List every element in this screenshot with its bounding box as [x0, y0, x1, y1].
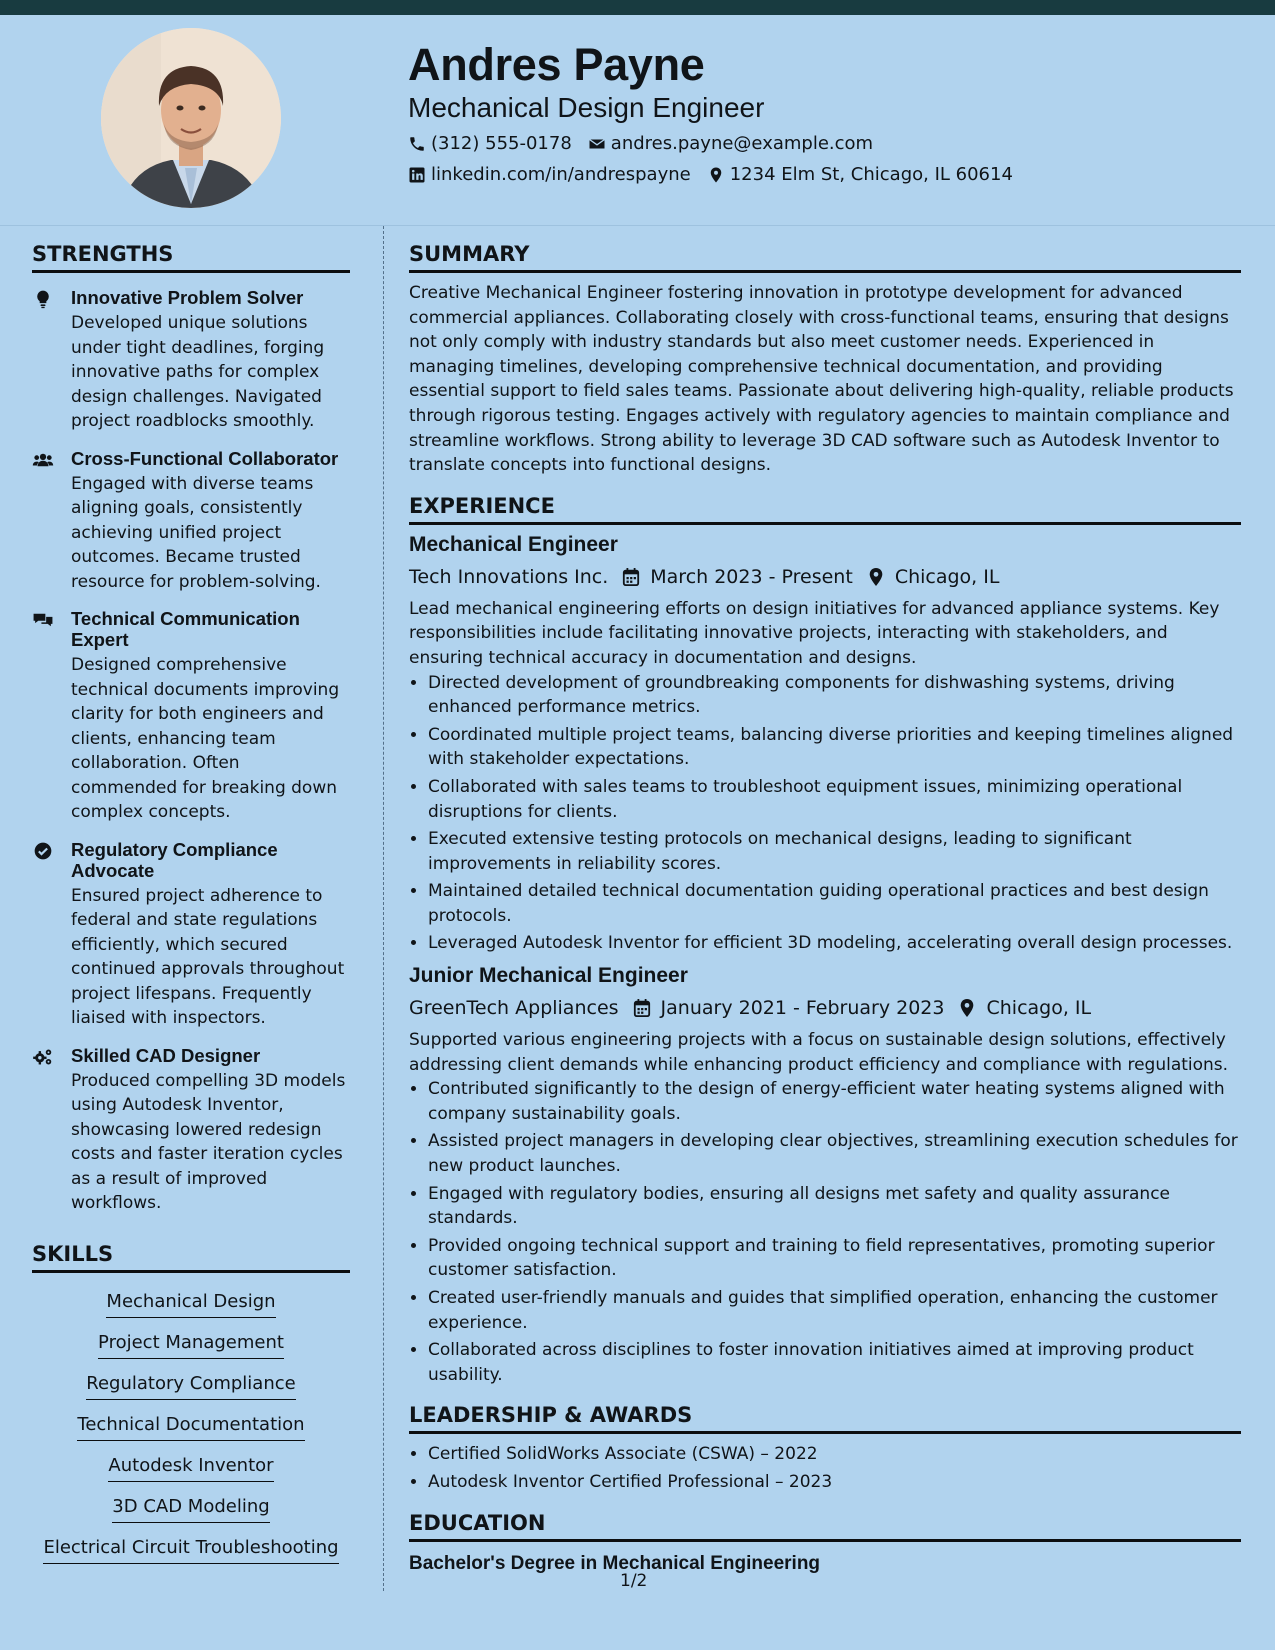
profile-photo	[101, 28, 281, 208]
map-marker-icon	[958, 998, 976, 1018]
awards-list	[409, 1442, 1241, 1494]
job-company: Tech Innovations Inc.	[409, 565, 609, 588]
bullet-item: • Provided ongoing technical support and training to field representatives, promoting superior customer satisfaction.	[428, 1234, 1241, 1283]
phone-text: (312) 555-0178	[431, 132, 572, 154]
strength-title: Technical Communication Expert	[71, 608, 300, 650]
left-column	[32, 240, 350, 1570]
envelope-icon	[588, 135, 606, 153]
calendar-icon	[622, 567, 640, 587]
header-divider	[0, 225, 1275, 226]
calendar-icon	[633, 998, 651, 1018]
strength-item	[32, 448, 350, 595]
strengths-heading: STRENGTHS	[32, 240, 350, 273]
skill-item: Project Management	[98, 1329, 284, 1359]
skill-item: Regulatory Compliance	[86, 1370, 295, 1400]
candidate-title: Mechanical Design Engineer	[408, 91, 765, 123]
check-circle-icon	[32, 841, 54, 861]
skills-list	[32, 1283, 350, 1570]
lightbulb-icon	[32, 289, 54, 309]
strength-desc: Engaged with diverse teams aligning goals, consistently achieving unified project outcomes. Became trusted resource for problem-solving.	[71, 473, 321, 592]
job-dates: January 2021 - February 2023	[660, 997, 945, 1020]
bullet-item: • Executed extensive testing protocols on mechanical designs, leading to significant improvements in reliability scores.	[428, 827, 1241, 876]
bullet-item: • Coordinated multiple project teams, balancing diverse priorities and keeping timelines aligned with stakeholder expectations.	[428, 723, 1241, 772]
bullet-item: • Maintained detailed technical documentation guiding operational practices and best design protocols.	[428, 879, 1241, 928]
map-marker-icon	[707, 166, 725, 184]
strength-item	[32, 839, 350, 1031]
bullet-item: • Collaborated with sales teams to troubleshoot equipment issues, minimizing operational disruptions for clients.	[428, 775, 1241, 824]
strength-title: Innovative Problem Solver	[71, 287, 304, 308]
job-meta	[409, 564, 1241, 590]
bullet-item: • Collaborated across disciplines to foster innovation initiatives aimed at improving product usability.	[428, 1338, 1241, 1387]
summary-text: Creative Mechanical Engineer fostering innovation in prototype development for advanced commercial appliances. Collaborating closely with cross-functional teams, ensuring that designs not only comply with industry standards but also meet customer needs. Experienced in managing timelines, developing comprehensive technical documentation, and providing essential support to field sales teams. Passionate about delivering high-quality, reliable products through rigorous testing. Engages actively with regulatory agencies to maintain compliance and streamline workflows. Strong ability to leverage 3D CAD software such as Autodesk Inventor to translate concepts into functional designs.	[409, 283, 1234, 476]
top-bar	[0, 0, 1275, 15]
skills-heading: SKILLS	[32, 1240, 350, 1273]
job-entry	[409, 532, 1241, 956]
job-location: Chicago, IL	[986, 997, 1092, 1020]
strength-title: Skilled CAD Designer	[71, 1044, 261, 1066]
education-heading: EDUCATION	[409, 1509, 1241, 1542]
job-title: Mechanical Engineer	[409, 532, 618, 556]
strength-title: Regulatory Compliance Advocate	[71, 838, 278, 881]
bullet-item: • Created user-friendly manuals and guides that simplified operation, enhancing the customer experience.	[428, 1286, 1241, 1335]
skill-item: Electrical Circuit Troubleshooting	[43, 1534, 338, 1564]
job-location: Chicago, IL	[894, 565, 1000, 588]
skill-item: 3D CAD Modeling	[112, 1493, 269, 1523]
skill-item: Autodesk Inventor	[108, 1452, 273, 1482]
bullet-item: • Directed development of groundbreaking components for dishwashing systems, driving enhanced performance metrics.	[428, 671, 1241, 720]
bullet-item: • Contributed significantly to the design of energy-efficient water heating systems aligned with company sustainability goals.	[428, 1077, 1241, 1126]
right-column	[409, 240, 1241, 1576]
job-meta	[409, 995, 1241, 1021]
job-description: Supported various engineering projects with a focus on sustainable design solutions, effectively addressing client demands while enhancing product efficiency and compliance with regulations.	[409, 1030, 1229, 1075]
linkedin-text: linkedin.com/in/andrespayne	[431, 163, 691, 185]
phone[interactable]	[408, 133, 572, 155]
summary-heading: SUMMARY	[409, 240, 1241, 273]
awards-heading: LEADERSHIP & AWARDS	[409, 1401, 1241, 1434]
column-divider	[383, 226, 384, 1591]
email-text: andres.payne@example.com	[610, 132, 874, 154]
skill-item: Technical Documentation	[77, 1411, 304, 1441]
address-text: 1234 Elm St, Chicago, IL 60614	[729, 163, 1013, 185]
strength-item	[32, 287, 350, 434]
users-icon	[32, 450, 54, 470]
job-bullets	[409, 671, 1241, 957]
experience-heading: EXPERIENCE	[409, 492, 1241, 525]
phone-icon	[408, 135, 426, 153]
strength-item	[32, 1045, 350, 1216]
header	[408, 40, 1248, 186]
job-dates: March 2023 - Present	[650, 565, 853, 588]
job-entry	[409, 963, 1241, 1387]
award-item: • Certified SolidWorks Associate (CSWA) – 2022	[428, 1442, 1241, 1467]
candidate-name: Andres Payne	[408, 39, 705, 90]
bullet-item: • Assisted project managers in developing clear objectives, streamlining execution schedules for new product launches.	[428, 1129, 1241, 1178]
contact-row-1	[408, 133, 1248, 155]
job-description: Lead mechanical engineering efforts on design initiatives for advanced appliance systems. Key responsibilities include facilitating innovative projects, interacting with stakeholders, and ensuring technical accuracy in documentation and designs.	[409, 598, 1220, 668]
bullet-item: • Leveraged Autodesk Inventor for efficient 3D modeling, accelerating overall design processes.	[428, 931, 1241, 956]
bullet-item: • Engaged with regulatory bodies, ensuring all designs met safety and quality assurance standards.	[428, 1182, 1241, 1231]
job-title: Junior Mechanical Engineer	[409, 964, 688, 988]
linkedin-icon	[408, 166, 426, 184]
job-company: GreenTech Appliances	[409, 997, 619, 1020]
strength-desc: Developed unique solutions under tight deadlines, forging innovative paths for complex design challenges. Navigated project roadblocks smoothly.	[71, 313, 325, 431]
linkedin[interactable]	[408, 164, 691, 186]
job-bullets	[409, 1077, 1241, 1387]
comments-icon	[32, 610, 54, 630]
strength-desc: Produced compelling 3D models using Autodesk Inventor, showcasing lowered redesign costs and faster iteration cycles as a result of improved workflows.	[71, 1070, 346, 1213]
education-degree: Bachelor's Degree in Mechanical Engineering	[409, 1552, 821, 1574]
address	[707, 164, 1013, 186]
skill-item: Mechanical Design	[106, 1288, 275, 1318]
award-item: • Autodesk Inventor Certified Professional – 2023	[428, 1470, 1241, 1495]
strength-desc: Designed comprehensive technical documents improving clarity for both engineers and clients, enhancing team collaboration. Often commended for breaking down complex concepts.	[71, 655, 340, 822]
map-marker-icon	[867, 567, 885, 587]
strength-desc: Ensured project adherence to federal and state regulations efficiently, which secured continued approvals throughout project lifespans. Frequently liaised with inspectors.	[71, 885, 345, 1028]
contact-row-2	[408, 164, 1248, 186]
strength-item	[32, 608, 350, 825]
page-number: 1/2	[620, 1571, 648, 1591]
email[interactable]	[588, 133, 873, 155]
strength-title: Cross-Functional Collaborator	[71, 447, 339, 469]
gears-icon	[32, 1047, 54, 1067]
